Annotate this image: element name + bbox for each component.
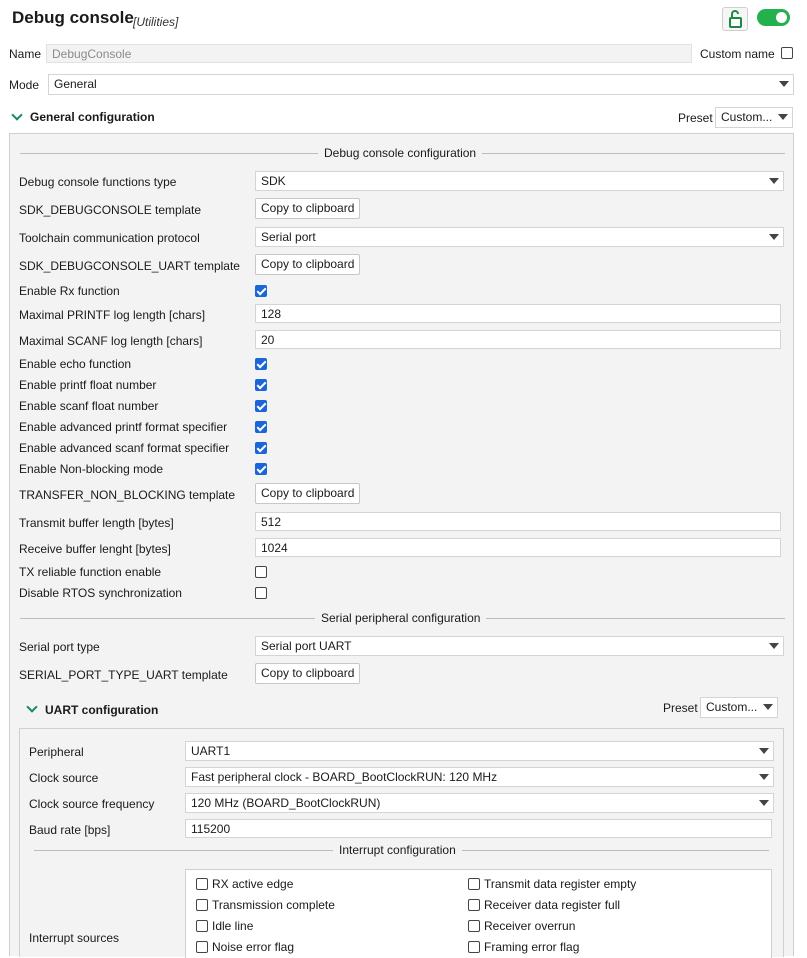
component-category: [Utilities]	[133, 15, 179, 29]
mode-select[interactable]	[48, 74, 794, 95]
mode-label: Mode	[9, 78, 40, 92]
chevron-down-icon	[759, 748, 769, 754]
adv-scanf-checkbox[interactable]	[255, 442, 267, 454]
serial-port-type-value: Serial port UART	[261, 639, 352, 653]
peripheral-value: UART1	[191, 744, 231, 758]
transfer-template-label: TRANSFER_NON_BLOCKING template	[19, 488, 236, 502]
interrupt-checkbox[interactable]	[196, 920, 208, 932]
baud-input[interactable]: 115200	[185, 819, 772, 838]
interrupt-sources-label: Interrupt sources	[29, 931, 120, 945]
peripheral-select[interactable]	[185, 741, 774, 761]
adv-printf-label: Enable advanced printf format specifier	[19, 420, 228, 434]
enable-toggle[interactable]	[757, 9, 790, 26]
sdk-template-label: SDK_DEBUGCONSOLE template	[19, 203, 202, 217]
toolchain-label: Toolchain communication protocol	[19, 231, 200, 245]
scanf-float-label: Enable scanf float number	[19, 399, 159, 413]
uart-preset-select[interactable]	[700, 697, 778, 718]
transfer-template-copy-button[interactable]: Copy to clipboard	[255, 483, 360, 504]
toolchain-value: Serial port	[261, 230, 316, 244]
debug-section-title: Debug console configuration	[318, 146, 482, 160]
interrupt-checkbox[interactable]	[468, 941, 480, 953]
interrupt-checkbox[interactable]	[196, 878, 208, 890]
toggle-knob	[776, 12, 787, 23]
printf-len-input[interactable]: 128	[255, 304, 781, 323]
chevron-down-icon	[769, 234, 779, 240]
uart-config-title[interactable]: UART configuration	[45, 703, 159, 717]
chevron-down-icon	[759, 774, 769, 780]
component-title: Debug console	[12, 8, 134, 27]
general-config-panel	[9, 133, 794, 956]
clock-source-label: Clock source	[29, 771, 99, 785]
rtos-sync-label: Disable RTOS synchronization	[19, 586, 182, 600]
tx-reliable-checkbox[interactable]	[255, 566, 267, 578]
rx-buffer-label: Receive buffer lenght [bytes]	[19, 542, 171, 556]
scanf-len-input[interactable]: 20	[255, 330, 781, 349]
interrupt-checkbox[interactable]	[468, 899, 480, 911]
functions-type-value: SDK	[261, 174, 286, 188]
nonblocking-label: Enable Non-blocking mode	[19, 462, 164, 476]
general-preset-label: Preset	[678, 111, 713, 125]
uart-preset-label: Preset	[663, 701, 698, 715]
enable-rx-checkbox[interactable]	[255, 285, 267, 297]
interrupt-label: RX active edge	[212, 877, 294, 891]
echo-label: Enable echo function	[19, 357, 132, 371]
uart-collapse-chevron-icon[interactable]	[26, 701, 37, 712]
general-config-title[interactable]: General configuration	[30, 110, 155, 124]
serial-uart-template-copy-button[interactable]: Copy to clipboard	[255, 663, 360, 684]
chevron-down-icon	[763, 704, 773, 710]
adv-printf-checkbox[interactable]	[255, 421, 267, 433]
printf-float-checkbox[interactable]	[255, 379, 267, 391]
peripheral-label: Peripheral	[29, 745, 84, 759]
name-field[interactable]: DebugConsole	[46, 44, 692, 63]
interrupt-label: Idle line	[212, 919, 254, 933]
chevron-down-icon	[779, 81, 789, 87]
functions-type-select[interactable]	[255, 171, 784, 191]
interrupt-checkbox[interactable]	[468, 878, 480, 890]
sdk-template-copy-button[interactable]: Copy to clipboard	[255, 198, 360, 219]
interrupt-checkbox[interactable]	[196, 941, 208, 953]
clock-freq-select[interactable]	[185, 793, 774, 813]
chevron-down-icon	[778, 114, 788, 120]
uart-template-label: SDK_DEBUGCONSOLE_UART template	[19, 259, 240, 273]
rtos-sync-checkbox[interactable]	[255, 587, 267, 599]
collapse-chevron-icon[interactable]	[11, 109, 22, 120]
tx-reliable-label: TX reliable function enable	[19, 565, 162, 579]
tx-buffer-input[interactable]: 512	[255, 512, 781, 531]
chevron-down-icon	[759, 800, 769, 806]
interrupt-sources-box	[185, 869, 772, 958]
printf-len-label: Maximal PRINTF log length [chars]	[19, 308, 206, 322]
serial-uart-template-label: SERIAL_PORT_TYPE_UART template	[19, 668, 228, 682]
general-preset-value: Custom...	[721, 110, 773, 124]
clock-source-value: Fast peripheral clock - BOARD_BootClockRUN: 120 MHz	[191, 770, 498, 784]
echo-checkbox[interactable]	[255, 358, 267, 370]
functions-type-label: Debug console functions type	[19, 175, 177, 189]
serial-port-type-select[interactable]	[255, 636, 784, 656]
mode-value: General	[54, 77, 97, 91]
interrupt-label: Transmission complete	[212, 898, 335, 912]
interrupt-label: Noise error flag	[212, 940, 295, 954]
toolchain-select[interactable]	[255, 227, 784, 247]
scanf-len-label: Maximal SCANF log length [chars]	[19, 334, 203, 348]
clock-freq-value: 120 MHz (BOARD_BootClockRUN)	[191, 796, 381, 810]
chevron-down-icon	[769, 643, 779, 649]
printf-float-label: Enable printf float number	[19, 378, 157, 392]
name-label: Name	[9, 47, 42, 61]
interrupt-section-title: Interrupt configuration	[333, 843, 462, 857]
interrupt-label: Transmit data register empty	[484, 877, 637, 891]
interrupt-checkbox[interactable]	[196, 899, 208, 911]
enable-rx-label: Enable Rx function	[19, 284, 120, 298]
serial-port-type-label: Serial port type	[19, 640, 100, 654]
rx-buffer-input[interactable]: 1024	[255, 538, 781, 557]
uart-preset-value: Custom...	[706, 700, 758, 714]
uart-template-copy-button[interactable]: Copy to clipboard	[255, 254, 360, 275]
unlock-icon	[723, 8, 747, 30]
custom-name-checkbox[interactable]	[781, 47, 793, 59]
custom-name-label: Custom name	[700, 47, 775, 61]
tx-buffer-label: Transmit buffer length [bytes]	[19, 516, 174, 530]
general-preset-select[interactable]	[715, 107, 793, 128]
scanf-float-checkbox[interactable]	[255, 400, 267, 412]
chevron-down-icon	[769, 178, 779, 184]
interrupt-checkbox[interactable]	[468, 920, 480, 932]
interrupt-label: Receiver overrun	[484, 919, 576, 933]
serial-section-title: Serial peripheral configuration	[315, 611, 486, 625]
clock-source-select[interactable]	[185, 767, 774, 787]
clock-freq-label: Clock source frequency	[29, 797, 155, 811]
interrupt-label: Receiver data register full	[484, 898, 621, 912]
interrupt-label: Framing error flag	[484, 940, 580, 954]
nonblocking-checkbox[interactable]	[255, 463, 267, 475]
baud-label: Baud rate [bps]	[29, 823, 111, 837]
uart-config-panel	[19, 728, 784, 957]
unlock-button[interactable]	[722, 7, 748, 31]
adv-scanf-label: Enable advanced scanf format specifier	[19, 441, 230, 455]
